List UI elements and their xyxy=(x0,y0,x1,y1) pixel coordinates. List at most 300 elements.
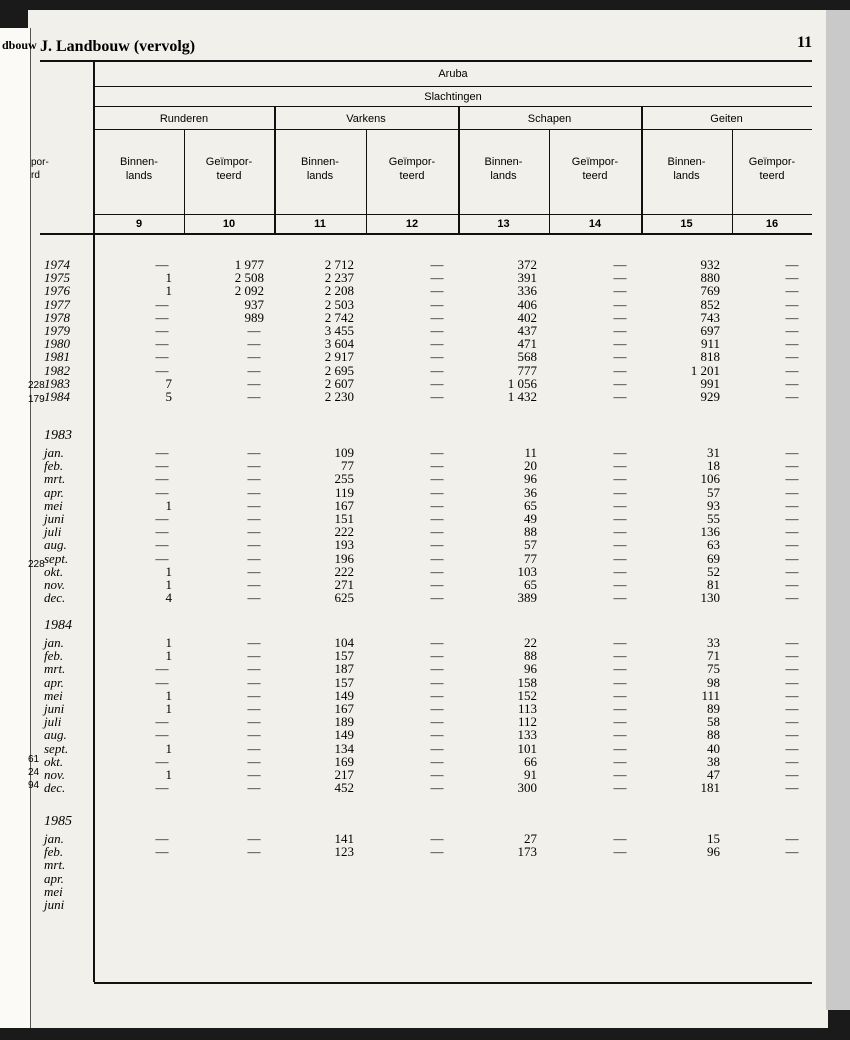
vline-stub xyxy=(93,60,95,982)
table-cell: 22 xyxy=(524,635,537,650)
margin-mark: por- xyxy=(31,157,49,168)
table-cell: — xyxy=(247,323,261,338)
table-cell: — xyxy=(155,844,169,860)
table-cell: — xyxy=(247,844,261,860)
table-cell: — xyxy=(613,661,627,677)
col-number-14: 14 xyxy=(588,218,602,230)
table-cell: — xyxy=(785,727,799,743)
table-cell: — xyxy=(785,563,799,579)
table-cell: — xyxy=(247,497,261,513)
table-cell: 33 xyxy=(707,635,720,650)
row-label: apr. xyxy=(44,870,64,886)
table-cell: 1 xyxy=(165,687,172,703)
col-number-9: 9 xyxy=(135,218,143,230)
table-cell: 58 xyxy=(707,714,720,730)
table-cell: — xyxy=(247,590,261,606)
table-cell: — xyxy=(613,336,627,352)
table-cell: — xyxy=(247,537,261,553)
row-label: mei xyxy=(44,883,63,899)
table-cell: 109 xyxy=(334,445,354,460)
table-cell: — xyxy=(430,511,444,526)
group-label: 1983 xyxy=(44,428,72,443)
table-cell: 2 742 xyxy=(324,309,354,325)
table-cell: 818 xyxy=(700,349,720,365)
col-number-16: 16 xyxy=(765,218,779,230)
row-label: dec. xyxy=(44,780,66,796)
row-label: aug. xyxy=(44,727,67,743)
row-label: 1975 xyxy=(44,270,70,286)
table-cell: — xyxy=(155,484,169,500)
table-cell: — xyxy=(613,844,627,860)
row-label: sept. xyxy=(44,740,69,756)
table-cell: — xyxy=(430,648,444,664)
table-cell: 167 xyxy=(334,701,354,716)
table-cell: 568 xyxy=(517,349,537,365)
table-cell: 141 xyxy=(334,831,354,846)
table-cell: — xyxy=(785,362,799,378)
table-cell: — xyxy=(613,524,627,540)
table-cell: — xyxy=(247,336,261,352)
top-rule xyxy=(40,60,812,62)
page-edge xyxy=(826,10,850,1010)
row-label: aug. xyxy=(44,537,67,553)
table-cell: — xyxy=(613,283,627,299)
table-cell: — xyxy=(430,577,444,592)
table-cell: — xyxy=(155,674,169,690)
row-label: 1974 xyxy=(44,257,70,272)
table-cell: — xyxy=(785,687,799,703)
table-cell: 1 977 xyxy=(234,257,264,272)
table-cell: — xyxy=(155,727,169,743)
table-cell: — xyxy=(613,349,627,365)
table-cell: — xyxy=(613,296,627,312)
subcol-header-16: Geïmpor- teerd xyxy=(748,156,796,182)
table-cell: — xyxy=(430,844,444,860)
row-label: mrt. xyxy=(44,857,66,873)
row-label: dec. xyxy=(44,590,66,606)
table-cell: 113 xyxy=(517,701,537,716)
subcol-header-13: Binnen- lands xyxy=(484,156,523,182)
table-cell: — xyxy=(613,375,627,391)
table-cell: — xyxy=(613,753,627,769)
table-cell: 196 xyxy=(334,550,354,566)
table-cell: — xyxy=(613,577,627,592)
table-cell: 929 xyxy=(700,389,720,404)
table-cell: — xyxy=(247,753,261,769)
table-cell: — xyxy=(430,767,444,782)
table-cell: 300 xyxy=(517,780,537,796)
table-cell: 7 xyxy=(165,375,172,391)
table-cell: 697 xyxy=(700,323,720,338)
table-cell: — xyxy=(613,550,627,566)
table-cell: 11 xyxy=(524,445,537,460)
margin-mark: rd xyxy=(31,170,40,181)
subcol-header-12: Geïmpor- teerd xyxy=(388,156,436,182)
group-label-varkens: Varkens xyxy=(346,113,386,125)
row-label: okt. xyxy=(44,753,64,769)
table-cell: 389 xyxy=(517,590,537,606)
row-label: feb. xyxy=(44,458,64,474)
table-cell: 437 xyxy=(517,323,537,338)
table-cell: — xyxy=(613,497,627,513)
table-cell: — xyxy=(430,524,444,540)
table-cell: — xyxy=(785,511,799,526)
subcol-header-11: Binnen- lands xyxy=(301,156,339,182)
table-cell: 104 xyxy=(334,635,354,650)
table-cell: 1 xyxy=(165,270,172,286)
table-cell: — xyxy=(155,296,169,312)
table-cell: 130 xyxy=(700,590,720,606)
table-cell: 1 xyxy=(165,635,172,650)
table-cell: — xyxy=(785,537,799,553)
table-cell: — xyxy=(247,362,261,378)
table-cell: 769 xyxy=(700,283,720,299)
table-cell: — xyxy=(247,635,261,650)
table-cell: — xyxy=(613,648,627,664)
table-cell: — xyxy=(613,701,627,716)
table-cell: 106 xyxy=(700,471,720,487)
table-cell: — xyxy=(785,550,799,566)
table-cell: — xyxy=(613,537,627,553)
table-cell: — xyxy=(247,780,261,796)
table-cell: — xyxy=(613,780,627,796)
table-cell: — xyxy=(247,389,261,404)
table-cell: — xyxy=(430,740,444,756)
table-cell: — xyxy=(155,537,169,553)
table-cell: 91 xyxy=(524,767,537,782)
table-cell: 77 xyxy=(524,550,537,566)
table-cell: — xyxy=(430,701,444,716)
table-cell: — xyxy=(247,648,261,664)
table-cell: — xyxy=(613,831,627,846)
margin-mark: 61 xyxy=(28,754,40,765)
table-cell: — xyxy=(247,577,261,592)
table-cell: — xyxy=(247,484,261,500)
table-cell: 27 xyxy=(524,831,537,846)
table-cell: 937 xyxy=(244,296,264,312)
margin-mark: 24 xyxy=(28,767,40,778)
table-cell: 181 xyxy=(700,780,720,796)
table-cell: — xyxy=(785,309,799,325)
table-cell: 471 xyxy=(517,336,537,352)
table-cell: — xyxy=(247,687,261,703)
table-cell: 31 xyxy=(707,445,720,460)
table-cell: — xyxy=(247,740,261,756)
table-cell: — xyxy=(155,661,169,677)
table-cell: — xyxy=(785,661,799,677)
subcol-header-9: Binnen- lands xyxy=(120,156,158,182)
table-cell: 151 xyxy=(334,511,354,526)
subcol-header-14: Geïmpor- teerd xyxy=(571,156,619,182)
table-cell: 255 xyxy=(334,471,354,487)
table-cell: 2 230 xyxy=(324,389,354,404)
table-cell: 1 xyxy=(165,701,172,716)
table-cell: 222 xyxy=(334,563,354,579)
table-cell: 880 xyxy=(700,270,720,286)
table-cell: 57 xyxy=(707,484,720,500)
table-cell: 112 xyxy=(517,714,537,730)
table-cell: 1 xyxy=(165,283,172,299)
table-cell: — xyxy=(247,349,261,365)
table-cell: 149 xyxy=(334,727,354,743)
table-cell: 452 xyxy=(334,780,354,796)
row-label: 1983 xyxy=(44,375,70,391)
table-cell: — xyxy=(613,740,627,756)
table-cell: 1 201 xyxy=(690,362,720,378)
table-cell: 103 xyxy=(517,563,537,579)
table-cell: — xyxy=(613,714,627,730)
table-cell: — xyxy=(785,257,799,272)
row-label: 1984 xyxy=(44,389,70,404)
row-label: 1980 xyxy=(44,336,70,352)
table-cell: — xyxy=(155,780,169,796)
table-cell: 96 xyxy=(524,661,537,677)
row-label: feb. xyxy=(44,844,64,860)
table-cell: 77 xyxy=(341,458,354,474)
table-cell: 1 xyxy=(165,767,172,782)
table-cell: — xyxy=(247,563,261,579)
table-cell: — xyxy=(613,389,627,404)
table-cell: — xyxy=(430,445,444,460)
table-cell: — xyxy=(613,270,627,286)
table-cell: 3 455 xyxy=(324,323,354,338)
col-number-10: 10 xyxy=(222,218,236,230)
table-cell: — xyxy=(613,471,627,487)
table-cell: — xyxy=(247,831,261,846)
row-label: nov. xyxy=(44,767,66,782)
table-cell: — xyxy=(613,563,627,579)
table-cell: — xyxy=(155,458,169,474)
table-cell: — xyxy=(613,257,627,272)
table-cell: — xyxy=(785,577,799,592)
table-cell: — xyxy=(155,257,169,272)
table-cell: — xyxy=(785,590,799,606)
table-cell: 88 xyxy=(707,727,720,743)
table-cell: 2 237 xyxy=(324,270,354,286)
group-label-schapen: Schapen xyxy=(527,113,572,125)
table-cell: — xyxy=(785,336,799,352)
table-cell: — xyxy=(155,471,169,487)
table-cell: — xyxy=(785,283,799,299)
margin-mark: 228 xyxy=(28,380,45,391)
row-label: juni xyxy=(44,511,65,526)
table-cell: 15 xyxy=(707,831,720,846)
table-cell: 187 xyxy=(334,661,354,677)
table-cell: 2 917 xyxy=(324,349,354,365)
table-cell: 2 607 xyxy=(324,375,354,391)
table-cell: 1 xyxy=(165,577,172,592)
table-cell: — xyxy=(430,309,444,325)
table-cell: 1 xyxy=(165,497,172,513)
table-cell: 2 208 xyxy=(324,283,354,299)
table-cell: — xyxy=(613,445,627,460)
table-cell: 133 xyxy=(517,727,537,743)
subcol-header-10: Geïmpor- teerd xyxy=(205,156,253,182)
group-label: 1984 xyxy=(44,618,72,633)
table-cell: 157 xyxy=(334,648,354,664)
table-cell: 1 xyxy=(165,648,172,664)
table-cell: 777 xyxy=(517,362,537,378)
table-cell: — xyxy=(155,511,169,526)
table-cell: — xyxy=(785,753,799,769)
table-cell: 136 xyxy=(700,524,720,540)
table-cell: — xyxy=(247,471,261,487)
table-cell: — xyxy=(430,635,444,650)
table-cell: 5 xyxy=(165,389,172,404)
table-cell: 157 xyxy=(334,674,354,690)
vline-col-7 xyxy=(732,129,733,233)
table-cell: 18 xyxy=(707,458,720,474)
row-label: apr. xyxy=(44,484,64,500)
table-cell: — xyxy=(613,727,627,743)
table-cell: 391 xyxy=(517,270,537,286)
col-number-11: 11 xyxy=(314,218,326,230)
table-cell: — xyxy=(785,635,799,650)
table-cell: — xyxy=(430,283,444,299)
table-cell: — xyxy=(155,362,169,378)
table-cell: 336 xyxy=(517,283,537,299)
margin-mark: 179 xyxy=(28,394,45,405)
table-cell: — xyxy=(785,714,799,730)
table-cell: 1 xyxy=(165,740,172,756)
section-label: Slachtingen xyxy=(424,91,482,103)
table-cell: 2 503 xyxy=(324,296,354,312)
row-label: juli xyxy=(44,524,62,540)
table-cell: — xyxy=(785,445,799,460)
row-label: mrt. xyxy=(44,661,66,677)
table-cell: — xyxy=(430,780,444,796)
table-cell: 222 xyxy=(334,524,354,540)
table-cell: — xyxy=(430,458,444,474)
table-cell: — xyxy=(155,445,169,460)
table-cell: 3 604 xyxy=(324,336,354,352)
table-cell: 852 xyxy=(700,296,720,312)
spine-title: dbouw xyxy=(2,38,37,52)
table-cell: 71 xyxy=(707,648,720,664)
table-cell: — xyxy=(613,590,627,606)
table-cell: — xyxy=(430,687,444,703)
region-label: Aruba xyxy=(438,68,468,80)
row-label: 1981 xyxy=(44,349,70,365)
table-cell: — xyxy=(155,323,169,338)
bottom-rule xyxy=(94,982,812,984)
table-cell: 89 xyxy=(707,701,720,716)
table-cell: — xyxy=(155,831,169,846)
running-title: J. Landbouw (vervolg) xyxy=(40,38,196,55)
page-number: 11 xyxy=(797,34,813,51)
table-cell: — xyxy=(247,550,261,566)
group-label: 1985 xyxy=(44,814,72,829)
table-cell: — xyxy=(430,661,444,677)
table-cell: 1 xyxy=(165,563,172,579)
table-cell: 625 xyxy=(334,590,354,606)
rule-section xyxy=(94,106,812,107)
table-cell: — xyxy=(430,550,444,566)
table-cell: 1 056 xyxy=(507,375,537,391)
vline-col-1 xyxy=(184,129,185,233)
table-cell: 88 xyxy=(524,524,537,540)
table-cell: — xyxy=(247,727,261,743)
row-label: 1979 xyxy=(44,323,70,338)
table-cell: 4 xyxy=(165,590,172,606)
table-cell: 1 432 xyxy=(507,389,537,404)
table-cell: — xyxy=(247,458,261,474)
table-cell: — xyxy=(785,375,799,391)
table-cell: — xyxy=(247,375,261,391)
row-label: juli xyxy=(44,714,62,730)
table-cell: — xyxy=(430,257,444,272)
table-cell: — xyxy=(155,753,169,769)
vline-col-2 xyxy=(274,106,276,233)
table-cell: — xyxy=(247,511,261,526)
table-cell: 911 xyxy=(700,336,720,352)
table-cell: — xyxy=(247,767,261,782)
row-label: 1977 xyxy=(44,296,70,312)
table-cell: — xyxy=(155,524,169,540)
table-cell: — xyxy=(613,511,627,526)
table-cell: 123 xyxy=(334,844,354,860)
vline-col-4 xyxy=(458,106,460,233)
margin-mark: 228 xyxy=(28,559,45,570)
table-cell: — xyxy=(785,780,799,796)
table-cell: — xyxy=(430,336,444,352)
table-cell: — xyxy=(785,323,799,338)
row-label: jan. xyxy=(44,635,64,650)
vline-col-3 xyxy=(366,129,367,233)
table-cell: 47 xyxy=(707,767,720,782)
table-cell: — xyxy=(430,727,444,743)
table-cell: 52 xyxy=(707,563,720,579)
table-cell: — xyxy=(430,375,444,391)
row-label: mrt. xyxy=(44,471,66,487)
table-cell: 173 xyxy=(517,844,537,860)
table-cell: 152 xyxy=(517,687,537,703)
table-cell: — xyxy=(247,674,261,690)
table-cell: — xyxy=(430,296,444,312)
table-cell: — xyxy=(785,389,799,404)
table-cell: — xyxy=(247,524,261,540)
table-cell: 96 xyxy=(524,471,537,487)
rule-body-top xyxy=(40,233,812,235)
table-cell: — xyxy=(613,767,627,782)
row-label: juni xyxy=(44,897,65,912)
table-cell: — xyxy=(430,590,444,606)
table-cell: 49 xyxy=(524,511,537,526)
table-cell: — xyxy=(785,349,799,365)
table-cell: 2 712 xyxy=(324,257,354,272)
col-number-12: 12 xyxy=(405,218,419,230)
table-cell: 158 xyxy=(517,674,537,690)
table-cell: 66 xyxy=(524,753,537,769)
col-number-15: 15 xyxy=(680,218,693,230)
table-cell: — xyxy=(155,349,169,365)
table-cell: — xyxy=(155,309,169,325)
table-cell: 2 695 xyxy=(324,362,354,378)
table-cell: — xyxy=(613,362,627,378)
rule-groups xyxy=(94,129,812,130)
table-cell: — xyxy=(785,767,799,782)
table-cell: — xyxy=(430,349,444,365)
table-cell: 20 xyxy=(524,458,537,474)
table-cell: 98 xyxy=(707,674,720,690)
table-cell: 189 xyxy=(334,714,354,730)
vline-col-5 xyxy=(549,129,550,233)
table-cell: — xyxy=(430,753,444,769)
table-cell: 69 xyxy=(707,550,720,566)
row-label: nov. xyxy=(44,577,66,592)
table-cell: 63 xyxy=(707,537,720,553)
table-cell: 932 xyxy=(700,257,720,272)
